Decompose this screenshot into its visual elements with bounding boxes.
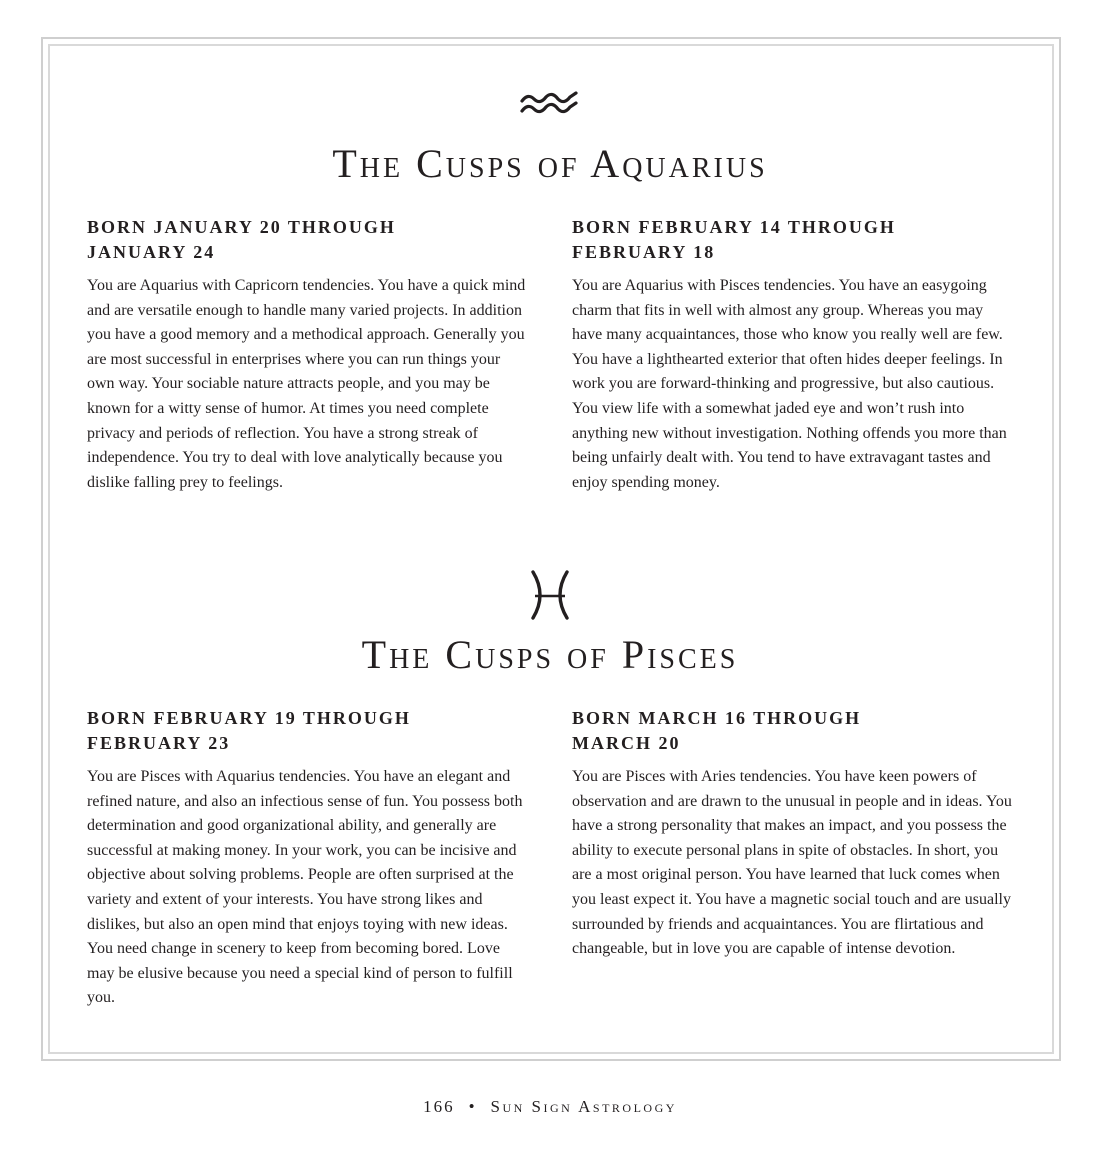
entry-heading (87, 215, 527, 265)
pisces-cusp-entry-mar (572, 706, 1012, 962)
heading-line-1: BORN FEBRUARY 19 THROUGH (87, 708, 411, 728)
book-title: Sun Sign Astrology (490, 1097, 677, 1116)
page-footer (0, 1097, 1100, 1117)
pisces-symbol-icon (0, 570, 1100, 620)
entry-heading (87, 706, 527, 756)
pisces-section-title: The Cusps of Pisces (361, 632, 739, 677)
aquarius-cusp-entry-jan (87, 215, 527, 495)
heading-line-1: BORN JANUARY 20 THROUGH (87, 217, 396, 237)
aquarius-cusp-entry-feb (572, 215, 1012, 495)
heading-line-1: BORN FEBRUARY 14 THROUGH (572, 217, 896, 237)
aquarius-section-title: The Cusps of Aquarius (332, 141, 768, 186)
heading-line-2: FEBRUARY 18 (572, 242, 716, 262)
heading-line-2: JANUARY 24 (87, 242, 216, 262)
page-number: 166 (423, 1097, 455, 1116)
aquarius-symbol-icon (0, 89, 1100, 117)
heading-line-2: FEBRUARY 23 (87, 733, 231, 753)
entry-body: You are Pisces with Aquarius tendencies. You have an elegant and refined nature, and also an infectious sense of fun. You possess both determination and good organizational ability, and generally are successful at making money. In your work, you can be incisive and objective about solving problems. People are often surprised at the variety and extent of your interests. You have strong likes and dislikes, but also an open mind that enjoys toying with new ideas. You need change in scenery to keep from becoming bored. Love may be elusive because you need a special kind of person to fulfill you. (87, 768, 523, 1007)
footer-separator: • (468, 1097, 477, 1116)
entry-heading (572, 706, 1012, 756)
heading-line-1: BORN MARCH 16 THROUGH (572, 708, 862, 728)
entry-heading (572, 215, 1012, 265)
entry-body: You are Aquarius with Capricorn tendencies. You have a quick mind and are versatile enough to handle many varied projects. In addition you have a good memory and a methodical approach. Generally you are most successful in enterprises where you can run things your own way. Your sociable nature attracts people, and you may be known for a witty sense of humor. At times you need complete privacy and periods of reflection. You have a strong streak of independence. You try to deal with love analytically because you dislike falling prey to feelings. (87, 277, 526, 491)
pisces-cusp-entry-feb (87, 706, 527, 1011)
heading-line-2: MARCH 20 (572, 733, 681, 753)
entry-body: You are Aquarius with Pisces tendencies. You have an easygoing charm that fits in well with almost any group. Whereas you may have many acquaintances, those who know you really well are few. You have a lighthearted exterior that often hides deeper feelings. In work you are forward-thinking and progressive, but also cautious. You view life with a somewhat jaded eye and won’t rush into anything new without investigation. Nothing offends you more than being unfairly dealt with. You tend to have extravagant tastes and enjoy spending money. (572, 277, 1007, 491)
entry-body: You are Pisces with Aries tendencies. You have keen powers of observation and are drawn to the unusual in people and in ideas. You have a strong personality that makes an impact, and you possess the ability to execute personal plans in spite of obstacles. In short, you are a most original person. You have learned that luck comes when you least expect it. You have a magnetic social touch and are usually surrounded by friends and acquaintances. You are flirtatious and changeable, but in love you are capable of intense devotion. (572, 768, 1012, 958)
